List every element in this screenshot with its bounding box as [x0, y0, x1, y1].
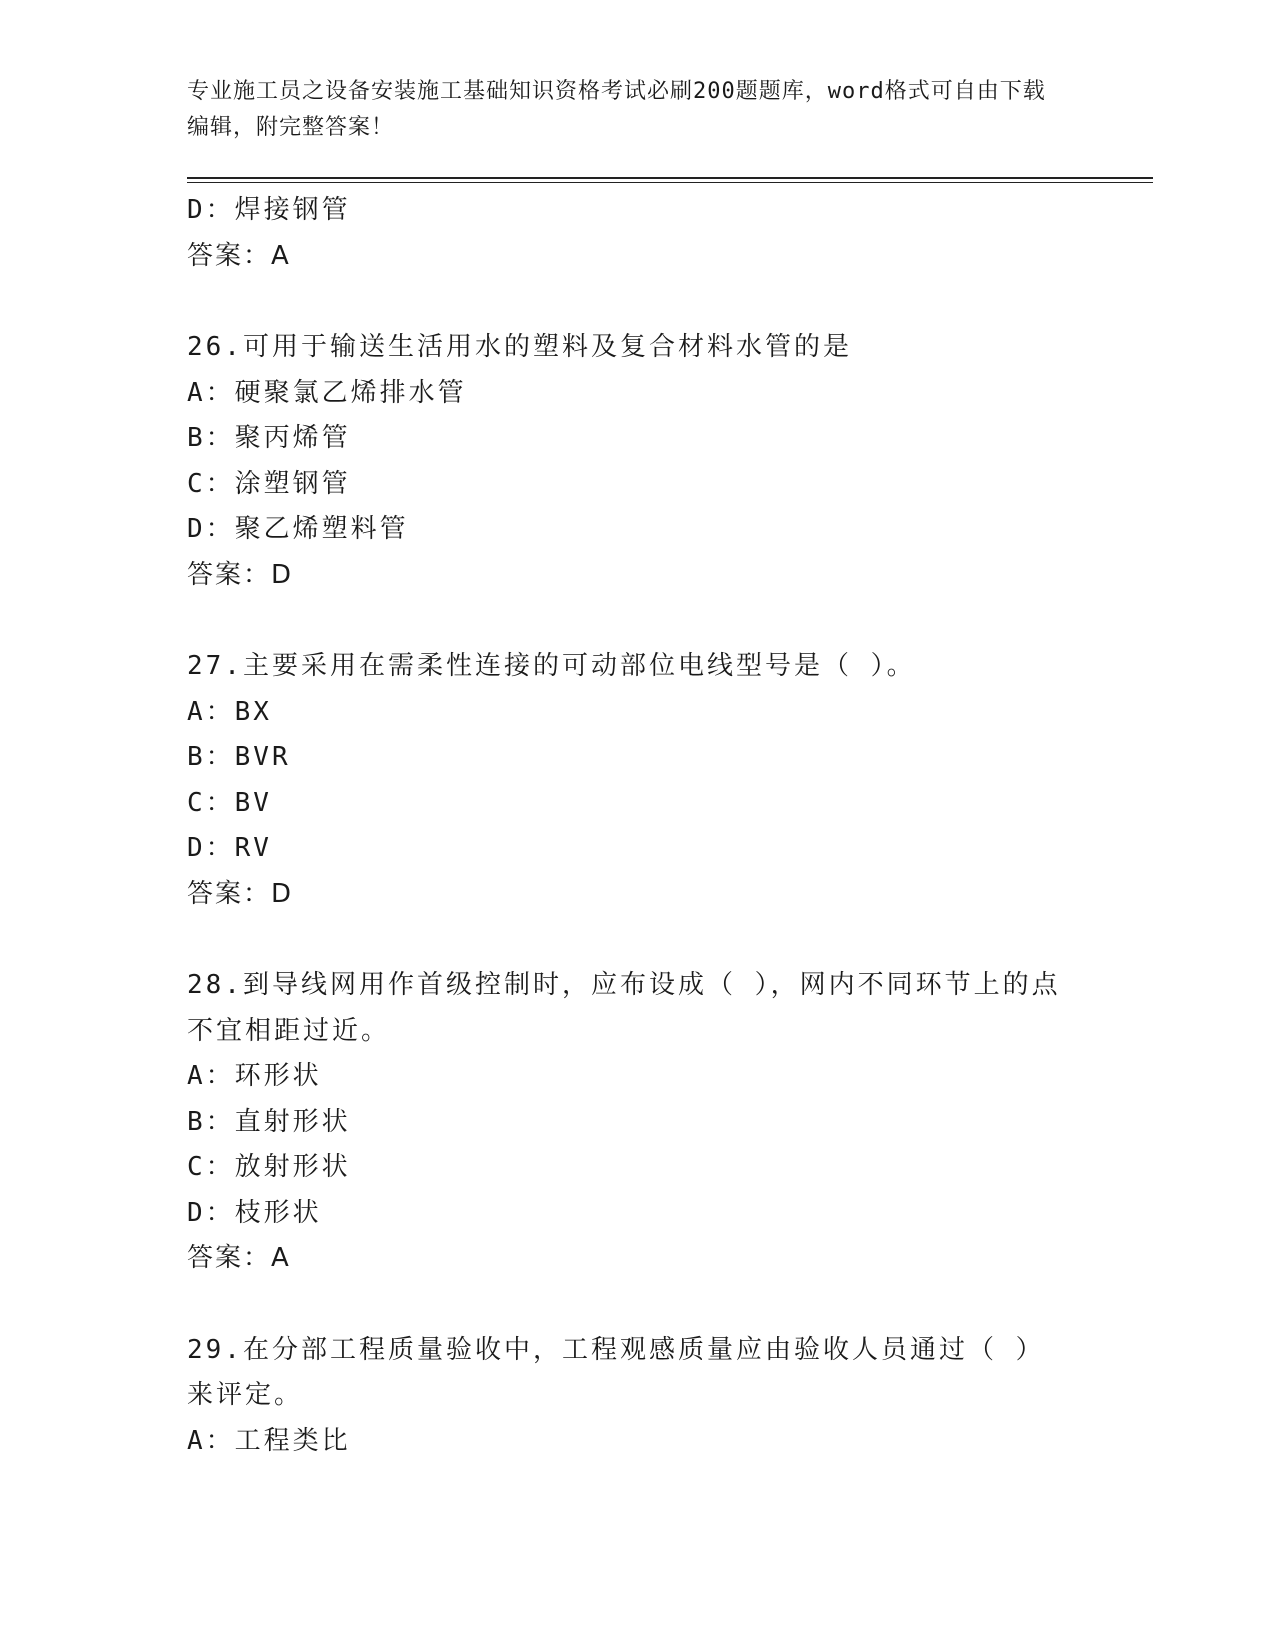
question-stem: 29.在分部工程质量验收中，工程观感质量应由验收人员通过（ ）来评定。 — [187, 1334, 1045, 1410]
question-stem: 27.主要采用在需柔性连接的可动部位电线型号是（ ）。 — [187, 651, 916, 681]
answer-line: 答案：D — [187, 559, 294, 590]
option-c: C：涂塑钢管 — [187, 468, 351, 499]
option-a: A：环形状 — [187, 1061, 322, 1091]
question-list — [187, 188, 1067, 1464]
option-a: A：工程类比 — [187, 1425, 351, 1456]
option-b: B：直射形状 — [187, 1106, 351, 1137]
option-c: C：BV — [187, 787, 272, 818]
option-d: D：焊接钢管 — [187, 195, 351, 225]
option-b: B：BVR — [187, 742, 291, 772]
question-stem: 28.到导线网用作首级控制时，应布设成（ ），网内不同环节上的点不宜相距过近。 — [187, 970, 1061, 1046]
option-d: D：枝形状 — [187, 1197, 322, 1228]
answer-line: 答案：D — [187, 878, 294, 909]
option-a: A：硬聚氯乙烯排水管 — [187, 377, 467, 408]
option-d: D：RV — [187, 833, 272, 863]
option-c: C：放射形状 — [187, 1152, 351, 1182]
answer-line: 答案：A — [187, 1243, 291, 1273]
document-header: 专业施工员之设备安装施工基础知识资格考试必刷200题题库，word格式可自由下载编辑，附完整答案！ — [187, 79, 1046, 140]
header-divider-thin — [187, 182, 1153, 183]
option-a: A：BX — [187, 696, 272, 727]
option-b: B：聚丙烯管 — [187, 423, 351, 453]
answer-line: 答案：A — [187, 240, 291, 271]
header-divider — [187, 177, 1153, 179]
question-stem: 26.可用于输送生活用水的塑料及复合材料水管的是 — [187, 332, 852, 362]
option-d: D：聚乙烯塑料管 — [187, 514, 409, 544]
